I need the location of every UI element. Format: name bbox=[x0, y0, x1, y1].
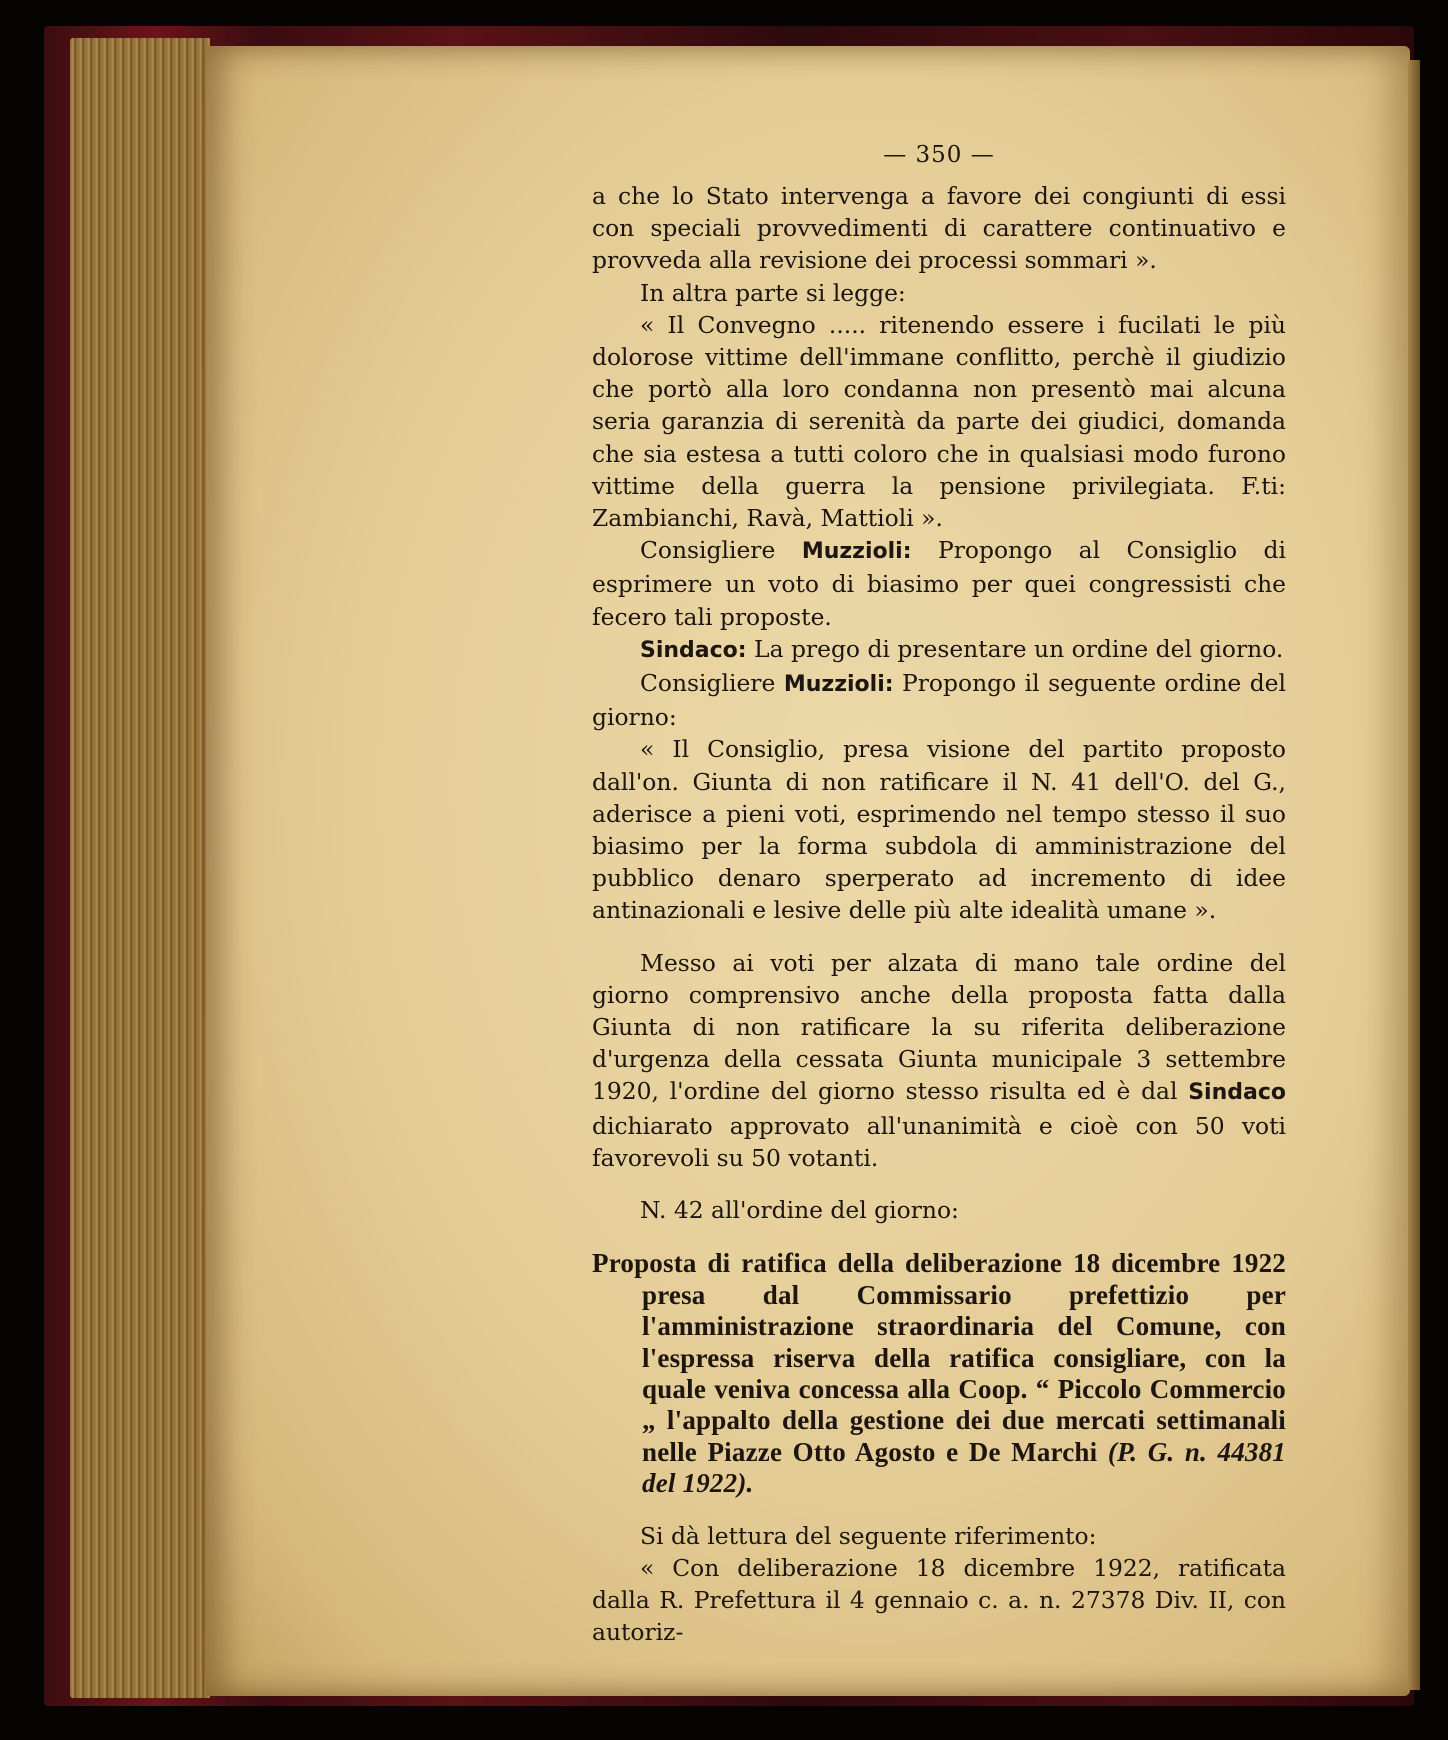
speaker-muzzioli: Muzzioli: bbox=[801, 539, 912, 565]
speaker-sindaco: Sindaco: bbox=[640, 637, 747, 663]
heading-reference: (P. G. n. 44381 del 1922). bbox=[642, 1436, 1286, 1499]
vote-text-after: dichiarato approvato all'unanimità e cioè con 50 voti favorevoli su 50 votanti. bbox=[592, 1111, 1286, 1172]
page-number: — 350 — bbox=[883, 142, 995, 168]
vote-text-before: Messo ai voti per alzata di mano tale ordine del giorno comprensivo anche della proposta fatta dalla Giunta di non ratificare la su riferita deliberazione d'urgenza della cessata Giunta municipale 3 settembre 1920, l'ordine del giorno stesso risulta ed è dal bbox=[592, 948, 1286, 1106]
speaker-muzzioli: Muzzioli: bbox=[783, 672, 894, 698]
spacer bbox=[592, 927, 1286, 947]
paragraph-continuation: a che lo Stato intervenga a favore dei congiunti di essi con speciali provvedimenti di carattere continuativo e provveda alla revisione dei processi sommari ». bbox=[592, 182, 1286, 275]
speech-text: Propongo al Consiglio di esprimere un voto di biasimo per quei congressisti che fecero tali proposte. bbox=[592, 536, 1286, 631]
speaker-title: Consigliere bbox=[640, 536, 776, 565]
quote-convegno: « Il Convegno ..... ritenendo essere i fucilati le più dolorose vittime dell'immane conflitto, perchè il giudizio che portò alla loro condanna non presentò mai alcuna seria garanzia di serenità da parte dei giudici, domanda che sia estesa a tutti coloro che in qualsiasi modo furono vittime della guerra la pensione privilegiata. F.ti: Zambianchi, Ravà, Mattioli ». bbox=[592, 310, 1286, 533]
paragraph-muzzioli-proposal bbox=[592, 534, 1286, 633]
paragraph-lettura: Si dà lettura del seguente riferimento: bbox=[640, 1521, 1097, 1550]
spacer bbox=[592, 1226, 1286, 1248]
speaker-title: Consigliere bbox=[640, 669, 776, 698]
speech-text: La prego di presentare un ordine del giorno. bbox=[754, 634, 1284, 663]
section-heading bbox=[592, 1248, 1286, 1499]
paragraph-sindaco bbox=[592, 633, 1286, 667]
agenda-item: N. 42 all'ordine del giorno: bbox=[640, 1196, 959, 1225]
quote-deliberazione: « Con deliberazione 18 dicembre 1922, ratificata dalla R. Prefettura il 4 gennaio c. a. n. 27378 Div. II, con autoriz- bbox=[592, 1553, 1286, 1647]
quote-consiglio: « Il Consiglio, presa visione del partito proposto dall'on. Giunta di non ratificare il N. 41 dell'O. del G., aderisce a pieni voti, esprimendo nel tempo stesso il suo biasimo per la forma subdola di amministrazione del pubblico denaro sperperato ad incremento di idee antinazionali e lesive delle più alte idealità umane ». bbox=[592, 735, 1286, 925]
speaker-sindaco: Sindaco bbox=[1188, 1080, 1286, 1106]
paragraph-vote-result bbox=[592, 947, 1286, 1174]
page-right-edge bbox=[1408, 60, 1420, 1690]
paragraph-muzzioli-order bbox=[592, 667, 1286, 733]
spacer bbox=[592, 1174, 1286, 1194]
page-edges bbox=[70, 38, 210, 1698]
speech-text: Propongo il seguente ordine del giorno: bbox=[592, 669, 1287, 732]
page-text bbox=[592, 140, 1286, 1648]
spacer bbox=[592, 1500, 1286, 1520]
paragraph-in-altra-parte: In altra parte si legge: bbox=[640, 278, 906, 307]
heading-text: Proposta di ratifica della deliberazione 18 dicembre 1922 presa dal Commissario prefettizio per l'amministrazione straordinaria del Comune, con l'espressa riserva della ratifica consigliare, con la quale veniva concessa alla Coop. “ Piccolo Commercio „ l'appalto della gestione dei due mercati settimanali nelle Piazze Otto Agosto e De Marchi bbox=[592, 1248, 1286, 1467]
